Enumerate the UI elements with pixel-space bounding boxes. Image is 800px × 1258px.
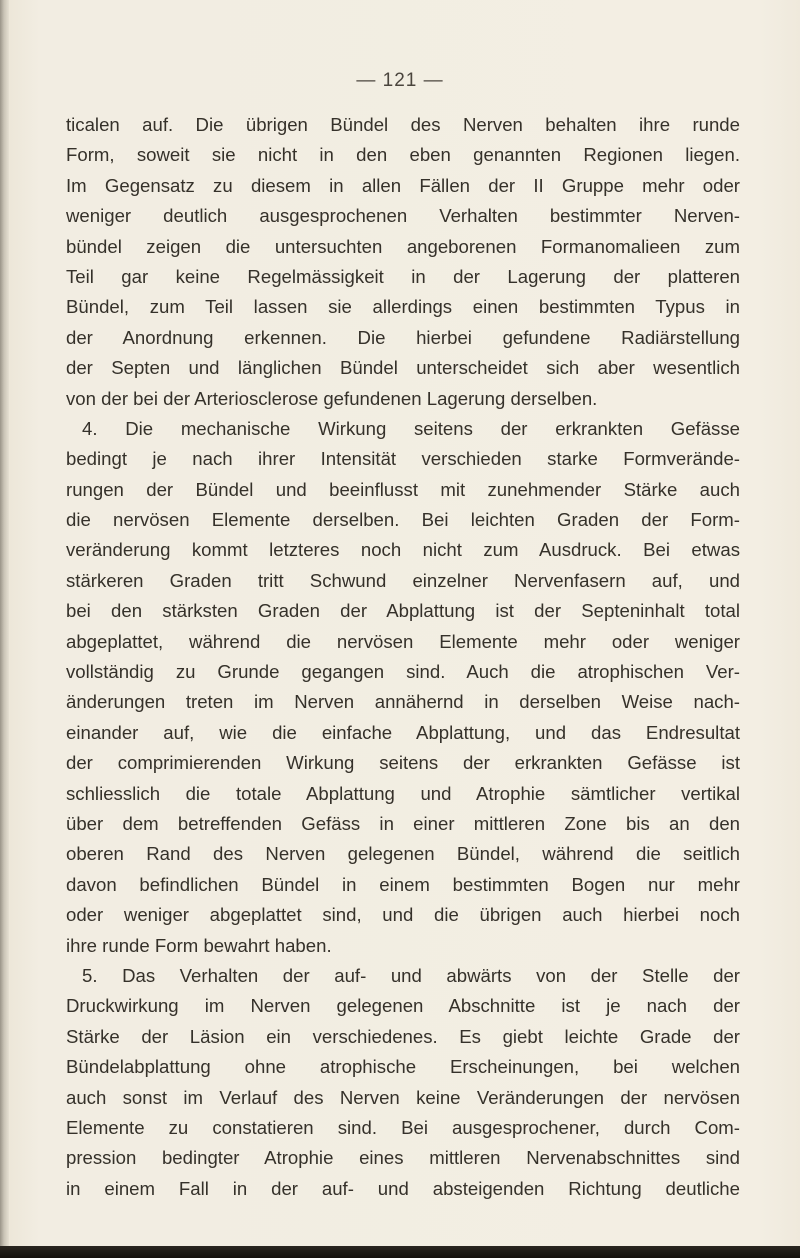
text-line: abgeplattet, während die nervösen Elemente mehr oder weniger — [66, 630, 740, 652]
text-line: auch sonst im Verlauf des Nerven keine Veränderungen der nervösen — [66, 1086, 740, 1108]
text-line: die nervösen Elemente derselben. Bei leichten Graden der Form- — [66, 509, 740, 531]
text-line: der Anordnung erkennen. Die hierbei gefundene Radiärstellung — [66, 326, 740, 348]
page-binding-shadow — [0, 0, 9, 1258]
text-line: ticalen auf. Die übrigen Bündel des Nerven behalten ihre runde — [66, 114, 740, 135]
page-bottom-edge — [0, 1246, 800, 1258]
text-line: vollständig zu Grunde gegangen sind. Auch die atrophischen Ver- — [66, 661, 740, 683]
text-line: davon befindlichen Bündel in einem bestimmten Bogen nur mehr — [66, 873, 740, 895]
text-line: 4. Die mechanische Wirkung seitens der erkrankten Gefässe — [82, 417, 740, 439]
body-text — [66, 110, 740, 1204]
text-line: stärkeren Graden tritt Schwund einzelner Nervenfasern auf, und — [66, 569, 740, 591]
text-line: Druckwirkung im Nerven gelegenen Abschnitte ist je nach der — [66, 995, 740, 1017]
text-line: oder weniger abgeplattet sind, und die übrigen auch hierbei noch — [66, 904, 740, 926]
text-line: oberen Rand des Nerven gelegenen Bündel, während die seitlich — [66, 843, 740, 865]
text-line: schliesslich die totale Abplattung und Atrophie sämtlicher vertikal — [66, 782, 740, 804]
text-line: pression bedingter Atrophie eines mittleren Nervenabschnittes sind — [66, 1147, 740, 1169]
text-line: Form, soweit sie nicht in den eben genannten Regionen liegen. — [66, 144, 740, 166]
text-line: Teil gar keine Regelmässigkeit in der Lagerung der platteren — [66, 265, 740, 287]
text-line: einander auf, wie die einfache Abplattung, und das Endresultat — [66, 721, 740, 743]
text-line: 5. Das Verhalten der auf- und abwärts von der Stelle der — [82, 964, 740, 986]
text-line: ihre runde Form bewahrt haben. — [66, 934, 332, 956]
text-line: Bündelabplattung ohne atrophische Erscheinungen, bei welchen — [66, 1056, 740, 1078]
text-line: in einem Fall in der auf- und absteigenden Richtung deutliche — [66, 1177, 740, 1199]
text-line: von der bei der Arteriosclerose gefundenen Lagerung derselben. — [66, 387, 598, 409]
text-line: änderungen treten im Nerven annähernd in derselben Weise nach- — [66, 691, 740, 713]
text-line: rungen der Bündel und beeinflusst mit zunehmender Stärke auch — [66, 478, 740, 500]
page-number: — 121 — — [356, 70, 444, 91]
text-line: weniger deutlich ausgesprochenen Verhalten bestimmter Nerven- — [66, 205, 740, 227]
text-line: über dem betreffenden Gefäss in einer mittleren Zone bis an den — [66, 812, 740, 834]
text-line: Bündel, zum Teil lassen sie allerdings einen bestimmten Typus in — [66, 296, 740, 318]
text-line: Im Gegensatz zu diesem in allen Fällen der II Gruppe mehr oder — [66, 174, 740, 196]
text-line: der Septen und länglichen Bündel unterscheidet sich aber wesentlich — [66, 357, 740, 379]
text-line: bei den stärksten Graden der Abplattung ist der Septeninhalt total — [66, 600, 740, 622]
text-line: der comprimierenden Wirkung seitens der erkrankten Gefässe ist — [66, 752, 740, 774]
text-line: veränderung kommt letzteres noch nicht zum Ausdruck. Bei etwas — [66, 539, 740, 561]
text-line: Elemente zu constatieren sind. Bei ausgesprochener, durch Com- — [66, 1116, 740, 1138]
text-line: bündel zeigen die untersuchten angeborenen Formanomalieen zum — [66, 235, 740, 257]
text-line: bedingt je nach ihrer Intensität verschieden starke Formverände- — [66, 448, 740, 470]
text-line: Stärke der Läsion ein verschiedenes. Es giebt leichte Grade der — [66, 1025, 740, 1047]
